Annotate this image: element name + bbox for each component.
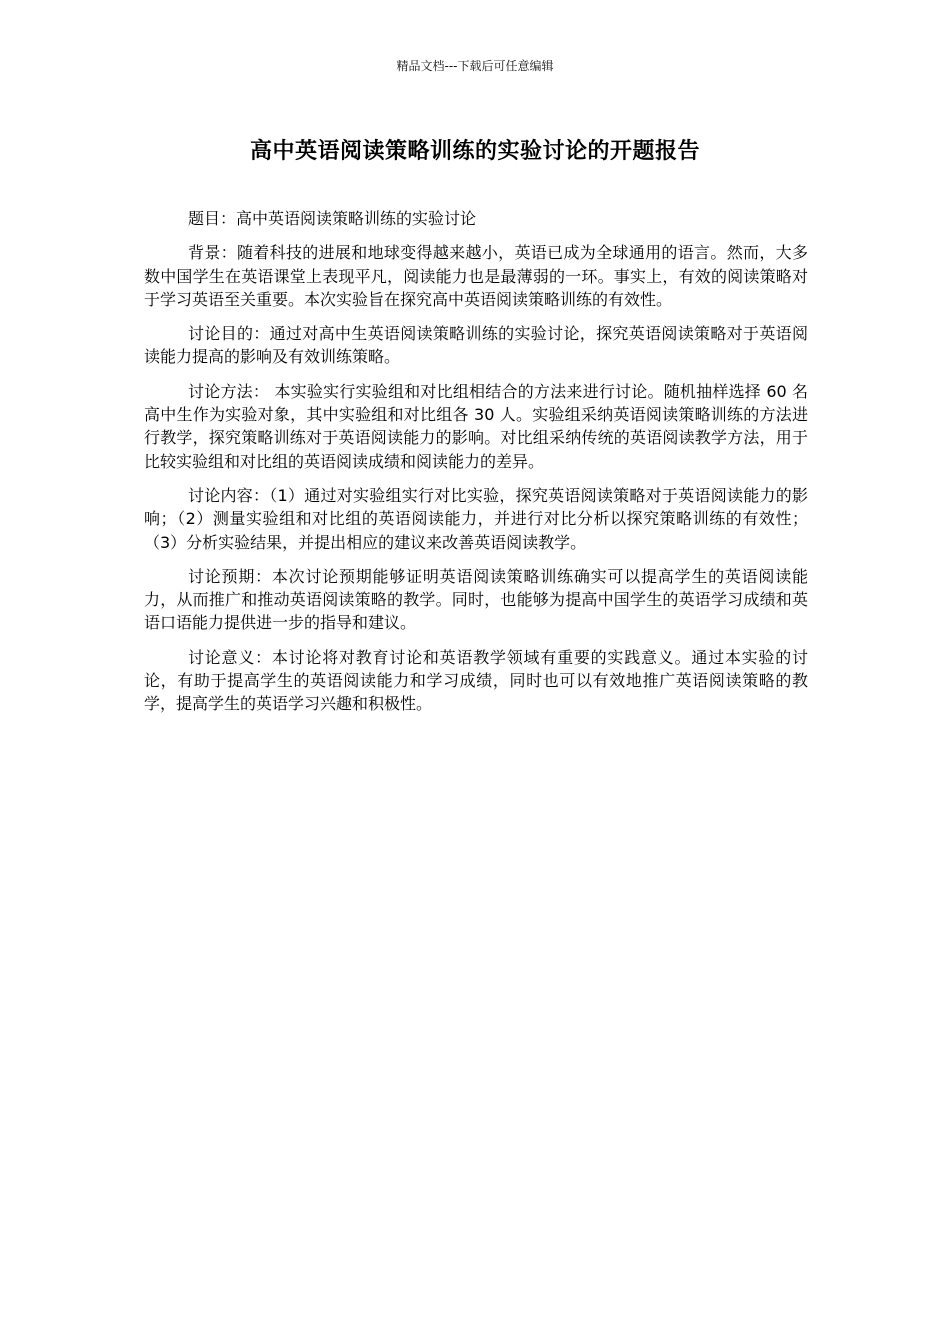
paragraph-topic: 题目：高中英语阅读策略训练的实验讨论 bbox=[188, 209, 477, 228]
paragraph-method: 讨论方法： 本实验实行实验组和对比组相结合的方法来进行讨论。随机抽样选择 60 名高中生作为实验对象，其中实验组和对比组各 30 人。实验组采纳英语阅读策略训练的方法进行教学，探究策略训练对于英语阅读能力的影响。对比组采纳传统的英语阅读教学方法，用于比较实验组和对比组的英语阅读成绩和阅读能力的差异。 bbox=[144, 381, 808, 471]
document-body bbox=[144, 207, 808, 727]
document-title: 高中英语阅读策略训练的实验讨论的开题报告 bbox=[249, 139, 700, 164]
paragraph-expectation: 讨论预期：本次讨论预期能够证明英语阅读策略训练确实可以提高学生的英语阅读能力，从而推广和推动英语阅读策略的教学。同时，也能够为提高中国学生的英语学习成绩和英语口语能力提供进一步的指导和建议。 bbox=[144, 566, 808, 633]
paragraph-content: 讨论内容：（1）通过对实验组实行对比实验，探究英语阅读策略对于英语阅读能力的影响；（2）测量实验组和对比组的英语阅读能力，并进行对比分析以探究策略训练的有效性；（3）分析实验结果，并提出相应的建议来改善英语阅读教学。 bbox=[144, 485, 808, 552]
paragraph-background: 背景：随着科技的进展和地球变得越来越小，英语已成为全球通用的语言。然而，大多数中国学生在英语课堂上表现平凡，阅读能力也是最薄弱的一环。事实上，有效的阅读策略对于学习英语至关重要。本次实验旨在探究高中英语阅读策略训练的有效性。 bbox=[144, 243, 808, 309]
paragraph-purpose: 讨论目的：通过对高中生英语阅读策略训练的实验讨论，探究英语阅读策略对于英语阅读能力提高的影响及有效训练策略。 bbox=[144, 324, 808, 367]
paragraph-significance: 讨论意义：本讨论将对教育讨论和英语教学领域有重要的实践意义。通过本实验的讨论，有助于提高学生的英语阅读能力和学习成绩，同时也可以有效地推广英语阅读策略的教学，提高学生的英语学习兴趣和积极性。 bbox=[144, 647, 808, 714]
header-note: 精品文档---下载后可任意编辑 bbox=[396, 59, 554, 73]
